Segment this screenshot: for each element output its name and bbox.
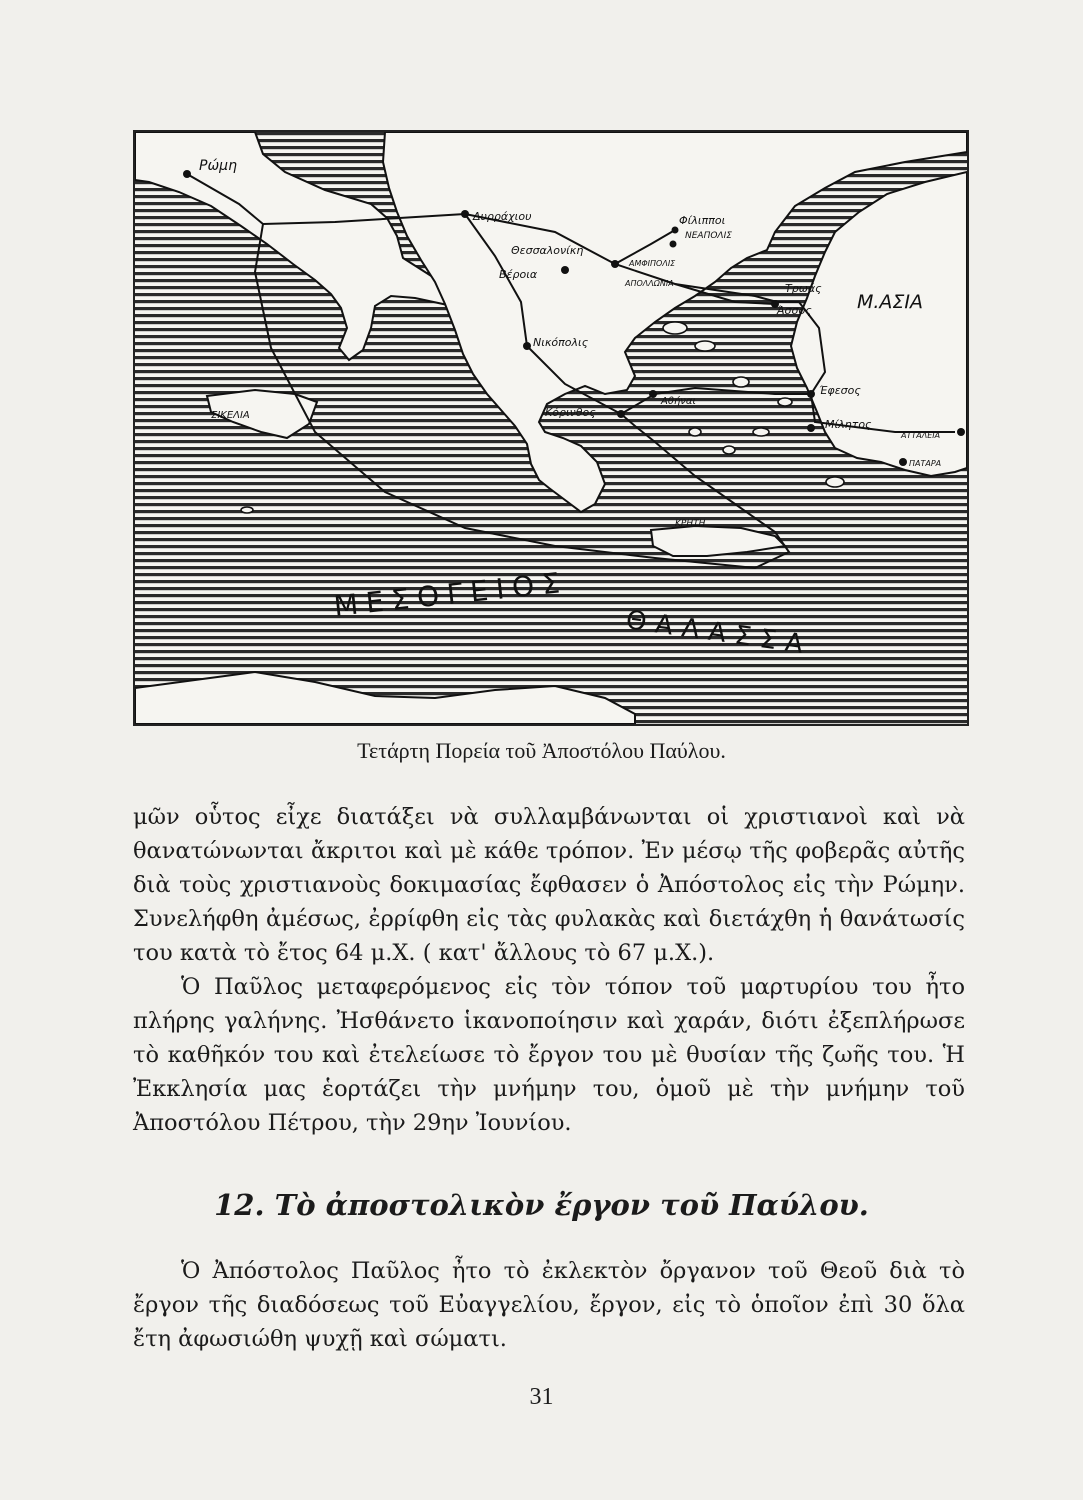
paragraph-apostolic-work: Ὁ Ἀπόστολος Παῦλος ἦτο τὸ ἐκλεκτὸν ὄργανον τοῦ Θεοῦ διὰ τὸ ἔργον τῆς διαδόσεως τοῦ Εὐαγγελίου, ἔργον, εἰς τὸ ὁποῖον ἐπὶ 30 ὅλα ἔτη ἀφωσιώθη ψυχῇ καὶ σώματι. — [133, 1258, 965, 1352]
body-paragraphs — [133, 800, 965, 1140]
map-label-amphipolis: ΑΜΦΙΠΟΛΙΣ — [629, 259, 676, 268]
paragraph-martyrdom: Ὁ Παῦλος μεταφερόμενος εἰς τὸν τόπον τοῦ μαρτυρίου του ἦτο πλήρης γαλήνης. Ἠσθάνετο ἱκανοποίησιν καὶ χαράν, διότι ἐξεπλήρωσε τὸ καθῆκόν του καὶ ἐτελείωσε τὸ ἔργον του μὲ θυσίαν τῆς ζωῆς του. Ἡ Ἐκκλησία μας ἑορτάζει τὴν μνήμην του, ὁμοῦ μὲ τὴν μνήμην τοῦ Ἀποστόλου Πέτρου, τὴν 29ην Ἰουνίου. — [133, 974, 965, 1136]
map-label-rome: Ρώμη — [199, 158, 237, 174]
map-caption: Τετάρτη Πορεία τοῦ Ἀποστόλου Παύλου. — [357, 738, 726, 763]
map-label-miletos: Μίλητος — [825, 418, 872, 431]
map-label-philippoi: Φίλιπποι — [679, 214, 726, 227]
map-label-thessaloniki: Θεσσαλονίκη — [511, 244, 584, 257]
map-label-asia: Μ.ΑΣΙΑ — [857, 291, 924, 313]
map-label-korinthos: Κόρινθος — [545, 406, 596, 419]
map-label-nikopolis: Νικόπολις — [533, 336, 589, 349]
map-label-assos: Άσσος — [777, 304, 812, 317]
map-label-dyrrachion: Δυρράχιου — [473, 210, 532, 223]
section-body — [133, 1254, 965, 1356]
map-label-apollonia: ΑΠΟΛΛΩΝΙΑ — [625, 279, 674, 288]
route-map — [133, 130, 969, 726]
map-label-kriti: ΚΡΗΤΗ — [675, 519, 706, 529]
map-label-troas: Τρωάς — [785, 282, 822, 295]
page-number: 31 — [529, 1384, 554, 1410]
map-label-athenai: Αθήναι — [661, 396, 696, 407]
map-label-ephesos: Έφεσος — [819, 384, 861, 397]
map-label-neapolis: ΝΕΑΠΟΛΙΣ — [685, 231, 732, 241]
map-label-attaleia: ΑΤΤΑΛΕΙΑ — [901, 431, 941, 440]
map-label-thalassa: ΘΑΛΑΣΣΑ — [624, 605, 814, 662]
paragraph-continued: μῶν οὗτος εἶχε διατάξει νὰ συλλαμβάνωνται οἱ χριστιανοὶ καὶ νὰ θανατώνωνται ἄκριτοι καὶ μὲ κάθε τρόπον. Ἐν μέσῳ τῆς φοβερᾶς αὐτῆς διὰ τοὺς χριστιανοὺς δοκιμασίας ἔφθασεν ὁ Ἀπόστολος εἰς τὴν Ρώμην. Συνελήφθη ἀμέσως, ἐρρίφθη εἰς τὰς φυλακὰς καὶ διετάχθη ἡ θανάτωσίς του κατὰ τὸ ἔτος 64 μ.Χ. ( κατ' ἄλλους τὸ 67 μ.Χ.). — [133, 804, 965, 966]
map-label-patara: ΠΑΤΑΡΑ — [909, 459, 942, 468]
map-label-mesogeios: ΜΕΣΟΓΕΙΟΣ — [332, 565, 570, 623]
map-label-veroia: Βέροια — [499, 268, 538, 281]
section-heading: 12. Τὸ ἀποστολικὸν ἔργον τοῦ Παύλου. — [214, 1188, 869, 1222]
map-label-sikelia: ΣΙΚΕΛΙΑ — [211, 410, 250, 421]
route-map-svg — [135, 132, 967, 724]
